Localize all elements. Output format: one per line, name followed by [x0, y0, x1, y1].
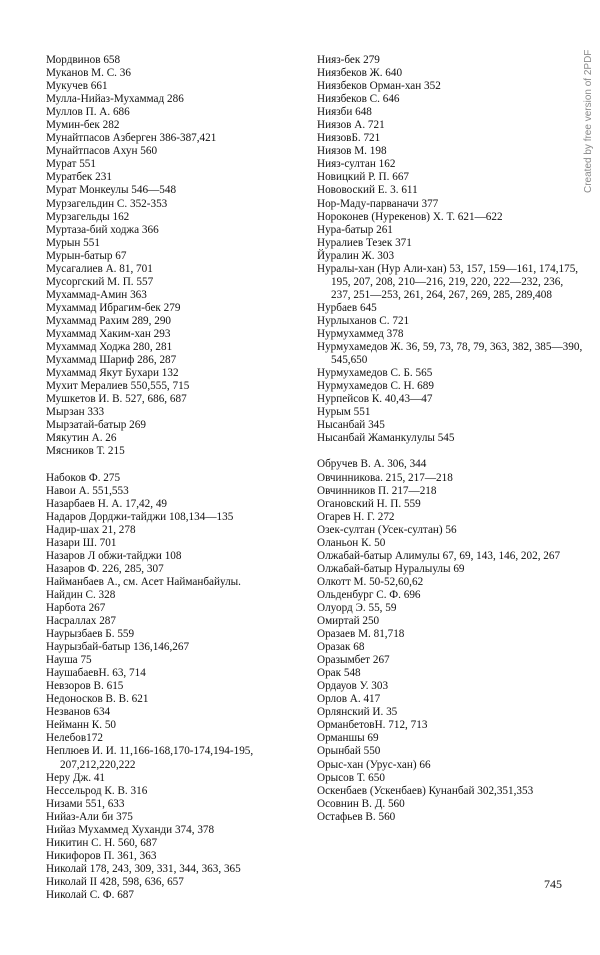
- index-entry: Нурмухамедов С. Б. 565: [317, 367, 433, 380]
- index-entry: Низами 551, 633: [46, 797, 125, 810]
- index-entry: Мухаммад Хаким-хан 293: [46, 327, 171, 340]
- index-entry: Найманбаев А., см. Асет Найманбайулы.: [46, 575, 241, 588]
- index-entry: Орак 548: [317, 667, 361, 680]
- index-entry: Назаров Л обжи-тайджи 108: [46, 549, 182, 562]
- index-entry: Олуорд Э. 55, 59: [317, 601, 397, 614]
- index-entry: Муканов М. С. 36: [46, 67, 131, 80]
- index-entry: Ниязбеков Орман-хан 352: [317, 80, 441, 93]
- index-entry: Нысанбай Жаманкулулы 545: [317, 432, 455, 445]
- index-entry: Орынбай 550: [317, 745, 381, 758]
- index-entry: Оразак 68: [317, 641, 365, 654]
- index-entry: Обручев В. А. 306, 344: [317, 458, 427, 471]
- index-entry: Мусоргский М. П. 557: [46, 275, 154, 288]
- index-entry: Неру Дж. 41: [46, 771, 106, 784]
- index-entry: Мунайтпасов Ахун 560: [46, 145, 158, 158]
- index-entry: Нововоский Е. 3. 611: [317, 184, 418, 197]
- index-entry: Оразымбет 267: [317, 654, 390, 667]
- watermark-text: Created by free version of 2PDF: [583, 49, 594, 193]
- index-entry: Назаров Ф. 226, 285, 307: [46, 562, 164, 575]
- index-entry: Омиртай 250: [317, 615, 380, 628]
- index-entry: Ниязбеков Ж. 640: [317, 67, 403, 80]
- index-entry: НиязовБ. 721: [317, 132, 381, 145]
- index-entry: Найдин С. 328: [46, 588, 116, 601]
- index-entry: Набоков Ф. 275: [46, 471, 121, 484]
- index-entry: Нияз-бек 279: [317, 54, 380, 66]
- index-entry: Новицкий Р. П. 667: [317, 171, 410, 184]
- index-entry: Муратбек 231: [46, 171, 112, 184]
- right-index-column: [317, 54, 585, 824]
- index-entry: Йуралин Ж. 303: [317, 249, 395, 262]
- index-entry: Мухаммад Ибрагим-бек 279: [46, 301, 181, 314]
- index-entry: Нурмухамедов С. Н. 689: [317, 380, 434, 393]
- index-entry: Ниязби 648: [317, 106, 372, 119]
- index-entry: Орысов Т. 650: [317, 771, 385, 784]
- index-entry: Ниязов М. 198: [317, 145, 387, 158]
- index-entry: Надаров Дорджи-тайджи 108,134—135: [46, 510, 234, 523]
- index-entry: Мусагалиев А. 81, 701: [46, 262, 153, 275]
- index-entry: Мукучев 661: [46, 80, 108, 93]
- index-entry: Оразаев М. 81,718: [317, 628, 405, 641]
- index-entry: Мурзагельды 162: [46, 210, 130, 223]
- group-spacer: [46, 458, 296, 471]
- index-entry: Мырзан 333: [46, 406, 105, 419]
- index-entry: Мордвинов 658: [46, 54, 121, 66]
- index-entry: Назарбаев Н. А. 17,42, 49: [46, 497, 168, 510]
- index-entry: Незванов 634: [46, 706, 111, 719]
- index-entry: Олкотт М. 50-52,60,62: [317, 575, 424, 588]
- index-entry: Нурым 551: [317, 406, 371, 419]
- index-entry: Олжабай-батыр Алимулы 67, 69, 143, 146, 202, 267: [317, 549, 561, 562]
- index-entry: Остафьев В. 560: [317, 810, 396, 823]
- index-entry: Нелебов172: [46, 732, 103, 745]
- index-entry: Мякутин А. 26: [46, 432, 117, 445]
- index-entry: Нороконев (Нурекенов) Х. Т. 621—622: [317, 210, 503, 223]
- index-entry: Назари Ш. 701: [46, 536, 117, 549]
- index-entry: Николай II 428, 598, 636, 657: [46, 875, 184, 888]
- index-entry: Невзоров В. 615: [46, 680, 124, 693]
- index-entry: Насраллах 287: [46, 615, 116, 628]
- index-entry: Ниязбеков С. 646: [317, 93, 400, 106]
- index-entry: Оланьон К. 50: [317, 536, 386, 549]
- index-entry: Нийаз-Али би 375: [46, 810, 133, 823]
- index-entry: Неплюев И. И. 11,166-168,170-174,194-195, 207,212,220,222: [46, 745, 254, 771]
- index-entry: Наурызбаев Б. 559: [46, 628, 135, 641]
- index-entry: Огарев Н. Г. 272: [317, 510, 395, 523]
- index-entry: Мурзагельдин С. 352-353: [46, 197, 168, 210]
- index-entry: Орлянский И. 35: [317, 706, 398, 719]
- index-entry: Николай 178, 243, 309, 331, 344, 363, 365: [46, 862, 241, 875]
- index-entry: Мурат 551: [46, 158, 96, 171]
- group-spacer: [317, 445, 585, 458]
- index-entry: Нуралы-хан (Нур Али-хан) 53, 157, 159—161, 174,175, 195, 207, 208, 210—216, 219, 220, 222—232, 236, 237, 251—253, 261, 264, 267, 269, 285, 289,408: [317, 262, 579, 301]
- index-entry: Осовнин В. Д. 560: [317, 797, 405, 810]
- index-entry: Навои А. 551,553: [46, 484, 129, 497]
- index-entry: НаушабаевН. 63, 714: [46, 667, 146, 680]
- index-entry: Нысанбай 345: [317, 419, 385, 432]
- index-entry: Оскенбаев (Ускенбаев) Кунанбай 302,351,353: [317, 784, 534, 797]
- index-entry: ОрманбетовН. 712, 713: [317, 719, 428, 732]
- index-entry: Никифоров П. 361, 363: [46, 849, 157, 862]
- index-entry: Ольденбург С. Ф. 696: [317, 588, 421, 601]
- index-entry: Огановский Н. П. 559: [317, 497, 421, 510]
- index-entry: Нурпейсов К. 40,43—47: [317, 393, 433, 406]
- index-entry: Мырзатай-батыр 269: [46, 419, 146, 432]
- index-entry: Нурбаев 645: [317, 301, 377, 314]
- index-entry: Овчинникова. 215, 217—218: [317, 471, 453, 484]
- index-entry: Мумин-бек 282: [46, 119, 120, 132]
- index-entry: Муртаза-бий ходжа 366: [46, 223, 159, 236]
- index-entry: Мухаммад Ходжа 280, 281: [46, 341, 173, 354]
- index-entry: Надир-шах 21, 278: [46, 523, 136, 536]
- index-group-m: [46, 54, 296, 458]
- index-entry: Мясников Т. 215: [46, 445, 125, 458]
- page-number: 745: [544, 877, 562, 891]
- index-entry: Нурмухамедов Ж. 36, 59, 73, 78, 79, 363, 382, 385—390, 545,650: [317, 341, 583, 367]
- index-entry: Нор-Маду-парваначи 377: [317, 197, 439, 210]
- index-entry: Олжабай-батыр Нуралыулы 69: [317, 562, 465, 575]
- index-entry: Нуралиев Тезек 371: [317, 236, 412, 249]
- index-entry: Нейманн К. 50: [46, 719, 117, 732]
- index-entry: Недоносков В. В. 621: [46, 693, 149, 706]
- index-entry: Овчинников П. 217—218: [317, 484, 437, 497]
- index-entry: Ордауов У. 303: [317, 680, 389, 693]
- index-entry: Нарбота 267: [46, 601, 106, 614]
- index-entry: Нессельрод К. В. 316: [46, 784, 148, 797]
- index-entry: Мухит Мералиев 550,555, 715: [46, 380, 190, 393]
- index-entry: Мурат Монкеулы 546—548: [46, 184, 177, 197]
- index-entry: Ниязов А. 721: [317, 119, 385, 132]
- index-entry: Мухаммад-Амин 363: [46, 288, 147, 301]
- index-entry: Мурын 551: [46, 236, 100, 249]
- index-entry: Мунайтпасов Азберген 386-387,421: [46, 132, 217, 145]
- index-entry: Мухаммад Якут Бухари 132: [46, 367, 179, 380]
- index-group-n: [46, 472, 296, 903]
- left-index-column: [46, 54, 296, 902]
- index-entry: Мухаммад Шариф 286, 287: [46, 354, 177, 367]
- index-entry: Орлов А. 417: [317, 693, 381, 706]
- index-entry: Нурмухаммед 378: [317, 327, 404, 340]
- index-entry: Нурлыханов С. 721: [317, 314, 410, 327]
- index-entry: Нияз-султан 162: [317, 158, 396, 171]
- index-entry: Нура-батыр 261: [317, 223, 393, 236]
- index-entry: Мухаммад Рахим 289, 290: [46, 314, 172, 327]
- index-entry: Мулла-Нийаз-Мухаммад 286: [46, 93, 184, 106]
- index-entry: Науша 75: [46, 654, 92, 667]
- index-group-n-continued: [317, 54, 585, 445]
- index-entry: Мушкетов И. В. 527, 686, 687: [46, 393, 187, 406]
- index-entry: Мурын-батыр 67: [46, 249, 127, 262]
- index-group-o: [317, 458, 585, 823]
- index-entry: Озек-султан (Усек-султан) 56: [317, 523, 457, 536]
- index-entry: Николай С. Ф. 687: [46, 889, 134, 901]
- index-entry: Нийаз Мухаммед Хуханди 374, 378: [46, 823, 215, 836]
- index-entry: Орманшы 69: [317, 732, 379, 745]
- index-entry: Никитин С. Н. 560, 687: [46, 836, 158, 849]
- index-entry: Орыс-хан (Урус-хан) 66: [317, 758, 431, 771]
- index-entry: Муллов П. А. 686: [46, 106, 130, 119]
- index-entry: Наурызбай-батыр 136,146,267: [46, 641, 190, 654]
